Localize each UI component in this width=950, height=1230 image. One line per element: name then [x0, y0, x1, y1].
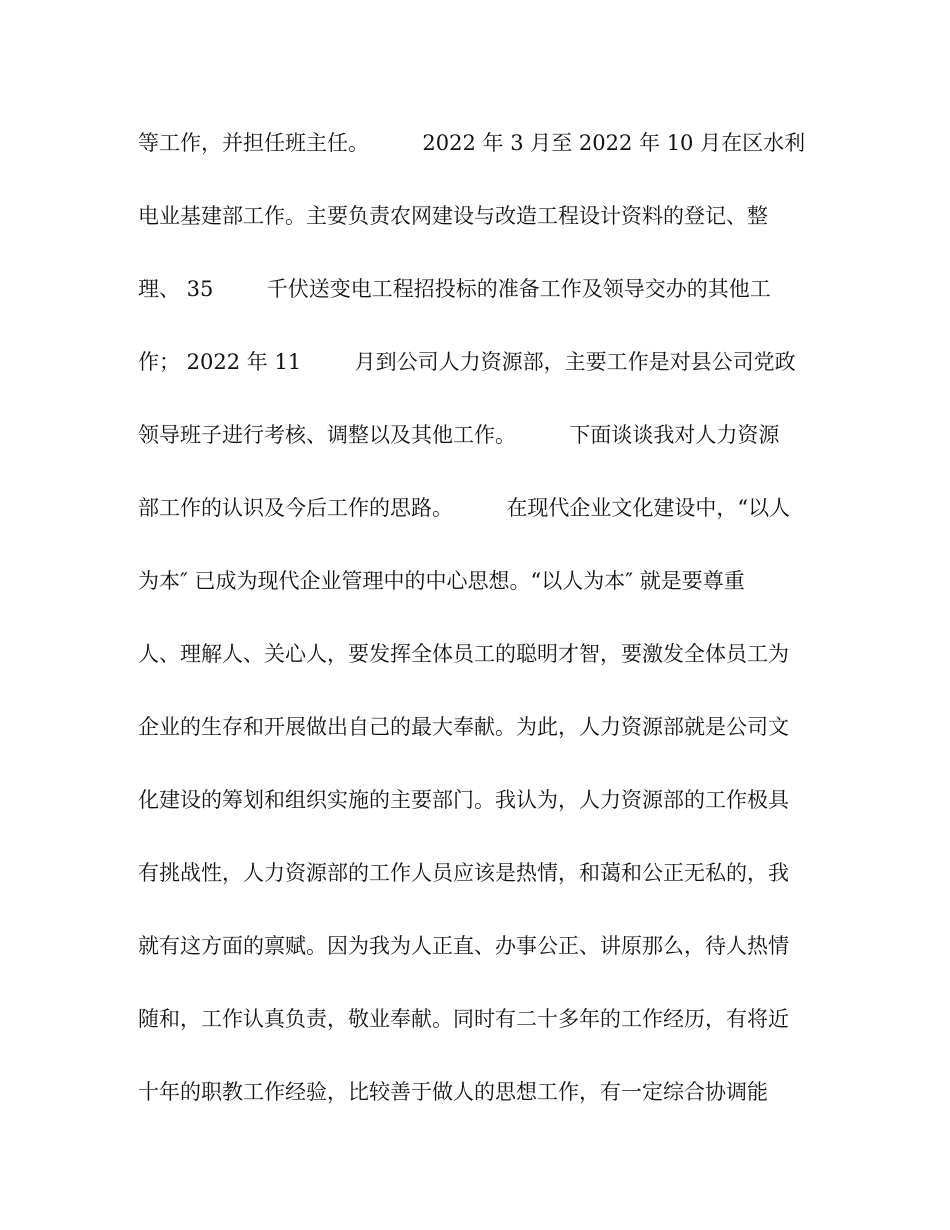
text-line-3: 理、 35 千伏送变电工程招投标的准备工作及领导交办的其他工 — [138, 277, 771, 301]
text-line-5: 领导班子进行考核、调整以及其他工作。 下面谈谈我对人力资源 — [138, 423, 780, 447]
text-line-2: 电业基建部工作。主要负责农网建设与改造工程设计资料的登记、整 — [138, 204, 768, 228]
text-line-7: 为本″ 已成为现代企业管理中的中心思想。“以人为本″ 就是要尊重 — [138, 569, 745, 593]
text-line-6: 部工作的认识及今后工作的思路。 在现代企业文化建设中，“以人 — [138, 496, 791, 520]
text-line-9: 企业的生存和开展做出自己的最大奉献。为此，人力资源部就是公司文 — [138, 715, 789, 739]
text-line-11: 有挑战性，人力资源部的工作人员应该是热情，和蔼和公正无私的，我 — [138, 861, 789, 885]
text-line-8: 人、理解人、关心人，要发挥全体员工的聪明才智，要激发全体员工为 — [138, 642, 789, 666]
text-line-13: 随和，工作认真负责，敬业奉献。同时有二十多年的工作经历，有将近 — [138, 1007, 789, 1031]
text-line-10: 化建设的筹划和组织实施的主要部门。我认为，人力资源部的工作极具 — [138, 788, 789, 812]
text-line-14: 十年的职教工作经验，比较善于做人的思想工作，有一定综合协调能 — [138, 1080, 768, 1104]
text-line-1: 等工作，并担任班主任。 2022 年 3 月至 2022 年 10 月在区水利 — [138, 131, 806, 155]
text-line-12: 就有这方面的禀赋。因为我为人正直、办事公正、讲原那么，待人热情 — [138, 934, 789, 958]
text-line-4: 作； 2022 年 11 月到公司人力资源部，主要工作是对县公司党政 — [138, 350, 796, 374]
